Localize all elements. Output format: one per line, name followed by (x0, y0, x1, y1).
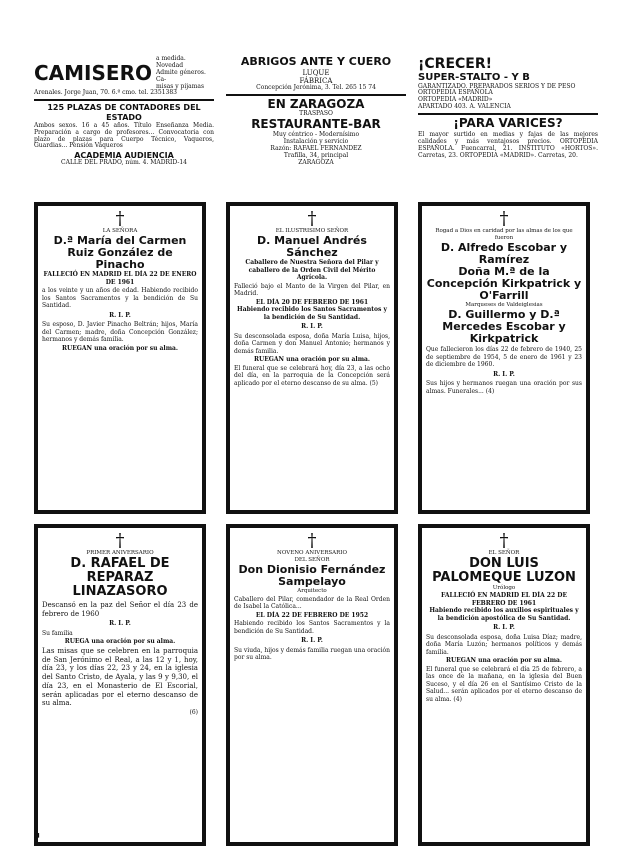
ad-zaragoza-line: Razón: RAFAEL FERNANDEZ (270, 144, 362, 152)
ad-abrigos-sub1: LUQUE (302, 68, 330, 77)
ad-zaragoza-title: EN ZARAGOZA (267, 96, 365, 111)
ad-contadores-title: 125 PLAZAS DE CONTADORES DEL ESTADO (47, 103, 201, 122)
obit-pre: LA SEÑORA (102, 228, 138, 234)
obit-rip: R. I. P. (109, 620, 131, 628)
obit-name: DON LUIS PALOMEQUE LUZON (432, 555, 576, 586)
obit-name: Don Dionisio Fernández Sampelayo (238, 562, 386, 588)
ad-crecer-title: ¡CRECER! (418, 56, 493, 72)
ad-camisero-line: misas y pijamas (155, 82, 205, 90)
ad-contadores-body: Ambos sexos. 16 a 45 años. Título Enseñanza Media. Preparación a cargo de profesores... Convocatoria con plazo de plazas para Cuerpo Técnico, Vaqueros, Guardias... Pensión Vaqueros (34, 121, 214, 150)
obituary-escobar-kirkpatrick (418, 202, 590, 514)
obit-rip: R. I. P. (301, 323, 323, 331)
obit-ruegan: RUEGAN una oración por su alma. (445, 657, 563, 665)
obit-pre: NOVENO ANIVERSARIO (277, 550, 347, 556)
obit-sac: Habiendo recibido los auxilios espirituales y la bendición apostólica de Su Santidad. (429, 607, 579, 622)
obit-pre: EL ILUSTRISIMO SEÑOR (275, 228, 349, 234)
cross-icon: † (499, 530, 509, 551)
obit-sac: Habiendo recibido los Santos Sacramentos y la bendición de Su Santidad. (237, 306, 387, 321)
obituary-manuel-andres (226, 202, 398, 514)
ad-camisero-line: Admite géneros. Ca- (155, 68, 206, 83)
obit-family: Su desconsolada esposa, doña Luisa Díaz; madre, doña María Luzón; hermanos políticos y demás familia. (426, 633, 582, 656)
obit-text: Las misas que se celebren en la parroquia de San Jerónimo el Real, a las 12 y 1, hoy, día 23, y los días 22, 23 y 24, en la iglesia del Santo Cristo, de Ayala, y las 9 y 9,30, el día 23, en el Monasterio de El Escorial, serán aplicadas por el eterno descanso de su alma. (42, 646, 198, 708)
ad-varices-body: El mayor surtido en medias y fajas de las mejores calidades y más ventajosos precios. ORTOPEDIA ESPAÑOLA. Fuencarral, 21. INSTITUTO «HORTOS». Carretas, 23. ORTOPEDIA «MADRID». Carretas, 20. (418, 130, 598, 159)
cross-icon: † (499, 208, 509, 229)
obituary-dionisio-fernandez (226, 524, 398, 846)
cross-icon: † (115, 208, 125, 229)
obit-name: D.ª María del Carmen Ruiz González de Pinacho (53, 233, 187, 272)
ad-zaragoza-tag: TRASPASO (299, 110, 333, 118)
obituary-luis-palomeque (418, 524, 590, 846)
obit-rip: R. I. P. (493, 370, 515, 378)
obit-date: EL DÍA 20 DE FEBRERO DE 1961 (255, 298, 369, 306)
obit-name: D. Manuel Andrés Sánchez (257, 233, 367, 259)
obit-family: Su desconsolada esposa, doña María Luisa, hijos, doña Carmen y don Manuel Antonio; hermanos y demás familia. (234, 332, 390, 355)
ad-camisero-address: Arenales. Jorge Juan, 70. 6.º cmo. tel. 2351383 (34, 89, 177, 97)
obit-text: a los veinte y un años de edad. Habiendo recibido los Santos Sacramentos y la bendición de Su Santidad. (42, 287, 198, 310)
obit-date: FALLECIÓ EN MADRID EL DÍA 22 DE ENERO DE 1961 (43, 271, 197, 286)
ad-camisero (34, 56, 214, 167)
ad-zaragoza-line: Instalación y servicio (283, 138, 349, 145)
cross-icon: † (115, 530, 125, 551)
ad-crecer-brand: SUPER-STALTO - Y B (418, 72, 530, 84)
ad-zaragoza-line: Trafilla, 34, principal (283, 151, 349, 159)
obit-ruegan: RUEGAN una oración por su alma. (253, 356, 371, 364)
obit-sub: Arquitecto (297, 587, 327, 594)
obit-date: FALLECIÓ EN MADRID EL DÍA 22 DE FEBRERO DE 1961 (440, 592, 568, 607)
ad-zaragoza-name: RESTAURANTE-BAR (251, 117, 381, 132)
obit-rip: R. I. P. (109, 311, 131, 319)
obit-name: D. RAFAEL DE REPARAZ LINAZASORO (70, 555, 170, 600)
ad-crecer-line: GARANTIZADO. PREPARADOS SERIOS Y DE PESO (418, 82, 576, 90)
obit-sac: Habiendo recibido los Santos Sacramentos y la bendición de Su Santidad. (234, 620, 390, 635)
ad-crecer-line: ORTOPEDIA ESPAÑOLA (418, 89, 493, 97)
obit-ruegan: RUEGA una oración por su alma. (64, 638, 176, 646)
obit-dates: Que fallecieron los días 22 de febrero de 1940, 25 de septiembre de 1954, 5 de enero de 1961 y 23 de diciembre de 1960. (426, 346, 582, 369)
ad-camisero-line: a medida. Novedad (155, 55, 186, 69)
obit-family: Su familia (42, 629, 73, 637)
ad-abrigos-sub2: FÁBRICA (299, 76, 333, 85)
obit-rip: R. I. P. (493, 624, 515, 632)
obit-name: Doña M.ª de la Concepción Kirkpatrick y O'Farrill (426, 264, 582, 303)
obit-title: Caballero de Nuestra Señora del Pilar y caballero de la Orden Civil del Mérito Agrícola. (245, 259, 379, 282)
obit-family: Sus hijos y hermanos ruegan una oración por sus almas. Funerales... (4) (426, 380, 582, 395)
ad-crecer-line: APARTADO 403. A. VALENCIA (418, 103, 511, 111)
obit-sub: Marqueses de Valdeiglesias (465, 302, 543, 309)
ad-crecer-line: ORTOPEDIA «MADRID» (418, 96, 493, 104)
cross-icon: † (307, 530, 317, 551)
obit-family: Su viuda, hijos y demás familia ruegan una oración por su alma. (234, 646, 390, 662)
ad-contadores-addr: CALLE DEL PRADO, núm. 4. MADRID-14 (61, 159, 187, 167)
obit-name: D. Guillermo y D.ª Mercedes Escobar y Kirkpatrick (442, 308, 566, 346)
obit-family: Su esposo, D. Javier Pinacho Beltrán; hijos, María del Carmen; madre, doña Concepción González; hermanos y demás familia. (42, 321, 198, 344)
ad-zaragoza-line: ZARAGOZA (298, 158, 334, 166)
obituary-carmen-ruiz (34, 202, 206, 514)
obit-pre: EL SEÑOR (488, 550, 520, 556)
ad-abrigos (226, 56, 406, 167)
obit-ruegan: RUEGAN una oración por su alma. (61, 344, 179, 352)
obituary-rafael-reparaz (34, 524, 206, 846)
obit-funeral: El funeral que se celebrará el día 25 de febrero, a las once de la mañana, en la iglesia del Buen Suceso, y el día 26 en el Santísimo Cristo de la Salud... serán aplicados por el eterno descanso de su alma. (4) (426, 665, 582, 703)
obit-died: Falleció bajo el Manto de la Virgen del Pilar, en Madrid. (234, 282, 390, 298)
ad-abrigos-title: ABRIGOS ANTE Y CUERO (240, 55, 392, 68)
obit-text: Caballero del Pilar, comendador de la Real Orden de Isabel la Católica... (234, 595, 390, 611)
obit-rip: R. I. P. (301, 637, 323, 645)
ad-crecer (418, 56, 598, 161)
obit-pre: PRIMER ANIVERSARIO (86, 550, 154, 556)
ad-zaragoza-line: Muy céntrico - Modernísimo (272, 131, 360, 139)
obit-pre2: DEL SEÑOR (294, 556, 330, 563)
ad-abrigos-addr: Concepción Jerónima, 3. Tel. 265 15 74 (256, 83, 376, 91)
obit-date: EL DÍA 22 DE FEBRERO DE 1952 (255, 611, 369, 619)
page-leader: ■ (34, 832, 40, 839)
ad-camisero-brand: CAMISERO (34, 60, 152, 85)
ad-varices-title: ¡PARA VARICES? (453, 116, 563, 131)
obit-num: (6) (189, 709, 198, 717)
obit-pre: Rogad a Dios en caridad por las almas de los que fueron (435, 228, 573, 241)
obit-name: D. Alfredo Escobar y Ramírez (440, 240, 568, 266)
cross-icon: † (307, 208, 317, 229)
obit-died: Descansó en la paz del Señor el día 23 de febrero de 1960 (42, 600, 198, 618)
ad-contadores-org: ACADEMIA AUDIENCIA (74, 151, 174, 161)
obit-sub: Urólogo (492, 585, 516, 592)
obit-funeral: El funeral que se celebrará hoy, día 23, a las ocho del día, en la parroquia de la Concepción será aplicado por el eterno descanso de su alma. (5) (234, 364, 390, 387)
